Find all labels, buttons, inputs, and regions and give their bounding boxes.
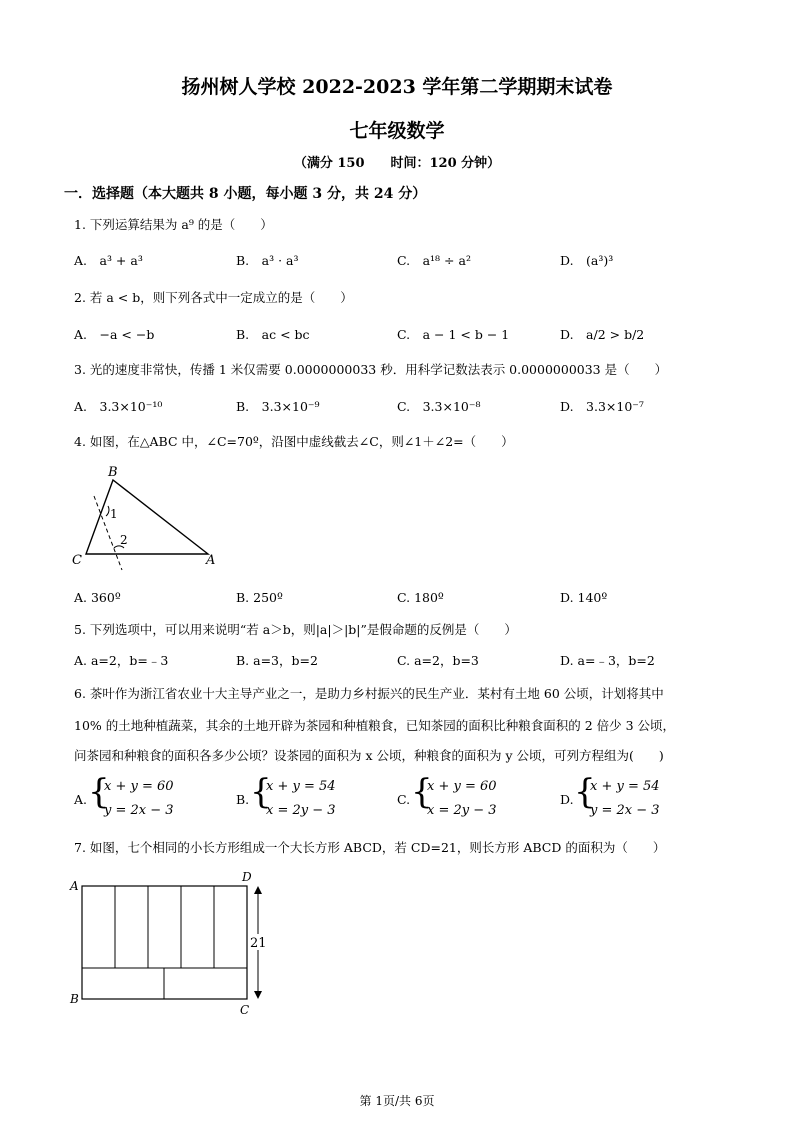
question-6-line-1: 6. 茶叶作为浙江省农业十大主导产业之一，是助力乡村振兴的民生产业．某村有土地 60 公顷，计划将其中 bbox=[74, 686, 664, 701]
vertex-c-label: C bbox=[240, 1003, 250, 1017]
q1-option-c: C. a¹⁸ ÷ a² bbox=[397, 253, 471, 268]
q2-option-b: B. ac < bc bbox=[236, 327, 310, 342]
q1-option-b: B. a³ · a³ bbox=[236, 253, 299, 268]
dimension-arrow-bottom bbox=[254, 991, 262, 999]
q6-option-b-letter: B. bbox=[236, 792, 250, 807]
q4-option-d: D. 140º bbox=[560, 590, 608, 605]
q3-option-b: B. 3.3×10⁻⁹ bbox=[236, 399, 320, 414]
q4-option-a: A. 360º bbox=[74, 590, 121, 605]
q6-option-a-brace: { bbox=[88, 772, 110, 812]
angle-1-label: 1 bbox=[110, 507, 118, 521]
question-7-stem: 7. 如图，七个相同的小长方形组成一个大长方形 ABCD，若 CD=21，则长方形 ABCD 的面积为（ ） bbox=[74, 840, 666, 855]
q5-option-c: C. a=2，b=3 bbox=[397, 653, 479, 668]
vertex-a-label: A bbox=[70, 879, 79, 893]
q6-option-a-letter: A. bbox=[74, 792, 88, 807]
q6-option-c-eq1: x + y = 60 bbox=[427, 779, 497, 794]
q2-option-a: A. −a < −b bbox=[74, 327, 155, 342]
q5-option-b: B. a=3，b=2 bbox=[236, 653, 318, 668]
dimension-arrow-top bbox=[254, 886, 262, 894]
q6-option-d-letter: D. bbox=[560, 792, 574, 807]
exam-subject: 七年级数学 bbox=[349, 120, 445, 142]
q6-option-c-brace: { bbox=[411, 772, 433, 812]
score-info: （满分 150 时间：120 分钟） bbox=[293, 156, 501, 171]
vertex-c-label: C bbox=[72, 553, 82, 568]
q5-option-d: D. a=﹣3，b=2 bbox=[560, 653, 655, 668]
vertex-b-label: B bbox=[108, 465, 118, 480]
dimension-21-label: 21 bbox=[250, 936, 267, 951]
angle-1-arc bbox=[106, 506, 109, 516]
question-6-line-3: 问茶园和种粮食的面积各多少公顷？设茶园的面积为 x 公顷，种粮食的面积为 y 公顷，可列方程组为( ) bbox=[74, 748, 664, 763]
q4-option-c: C. 180º bbox=[397, 590, 444, 605]
q6-option-a-eq2: y = 2x − 3 bbox=[104, 803, 174, 818]
triangle-figure bbox=[68, 462, 228, 572]
triangle-abc bbox=[86, 480, 208, 554]
vertex-a-label: A bbox=[206, 553, 216, 568]
q1-option-d: D. (a³)³ bbox=[560, 253, 614, 268]
q4-option-b: B. 250º bbox=[236, 590, 283, 605]
page-number: 第 1页/共 6页 bbox=[359, 1094, 435, 1108]
q6-option-d-eq2: y = 2x − 3 bbox=[590, 803, 660, 818]
q3-option-d: D. 3.3×10⁻⁷ bbox=[560, 399, 644, 414]
exam-title: 扬州树人学校 2022-2023 学年第二学期期末试卷 bbox=[181, 76, 613, 98]
q6-option-a-eq1: x + y = 60 bbox=[104, 779, 174, 794]
rectangle-figure bbox=[64, 866, 284, 1018]
question-6-line-2: 10% 的土地种植蔬菜，其余的土地开辟为茶园和种植粮食，已知茶园的面积比种粮食面积的 2 倍少 3 公顷， bbox=[74, 718, 676, 733]
q2-option-c: C. a − 1 < b − 1 bbox=[397, 327, 510, 342]
question-2-stem: 2. 若 a < b，则下列各式中一定成立的是（ ） bbox=[74, 290, 353, 305]
q6-option-b-eq2: x = 2y − 3 bbox=[266, 803, 336, 818]
q5-option-a: A. a=2，b=﹣3 bbox=[74, 653, 169, 668]
question-5-stem: 5. 下列选项中，可以用来说明“若 a＞b，则|a|＞|b|”是假命题的反例是（ ） bbox=[74, 622, 517, 637]
q6-option-b-eq1: x + y = 54 bbox=[266, 779, 336, 794]
q6-option-c-eq2: x = 2y − 3 bbox=[427, 803, 497, 818]
q3-option-c: C. 3.3×10⁻⁸ bbox=[397, 399, 481, 414]
q6-option-d-brace: { bbox=[574, 772, 596, 812]
vertex-d-label: D bbox=[242, 870, 252, 884]
q6-option-d-eq1: x + y = 54 bbox=[590, 779, 660, 794]
question-4-stem: 4. 如图，在△ABC 中，∠C=70º，沿图中虚线截去∠C，则∠1＋∠2=（ ） bbox=[74, 434, 514, 449]
vertex-b-label: B bbox=[70, 992, 79, 1006]
angle-2-label: 2 bbox=[120, 533, 128, 547]
q6-option-c-letter: C. bbox=[397, 792, 411, 807]
q3-option-a: A. 3.3×10⁻¹⁰ bbox=[74, 399, 163, 414]
q2-option-d: D. a/2 > b/2 bbox=[560, 327, 645, 342]
section-heading: 一．选择题（本大题共 8 小题，每小题 3 分，共 24 分） bbox=[64, 186, 427, 202]
q1-option-a: A. a³ + a³ bbox=[74, 253, 143, 268]
q6-option-b-brace: { bbox=[250, 772, 272, 812]
question-3-stem: 3. 光的速度非常快，传播 1 米仅需要 0.0000000033 秒．用科学记数法表示 0.0000000033 是（ ） bbox=[74, 362, 668, 377]
question-1-stem: 1. 下列运算结果为 a⁹ 的是（ ） bbox=[74, 217, 273, 232]
